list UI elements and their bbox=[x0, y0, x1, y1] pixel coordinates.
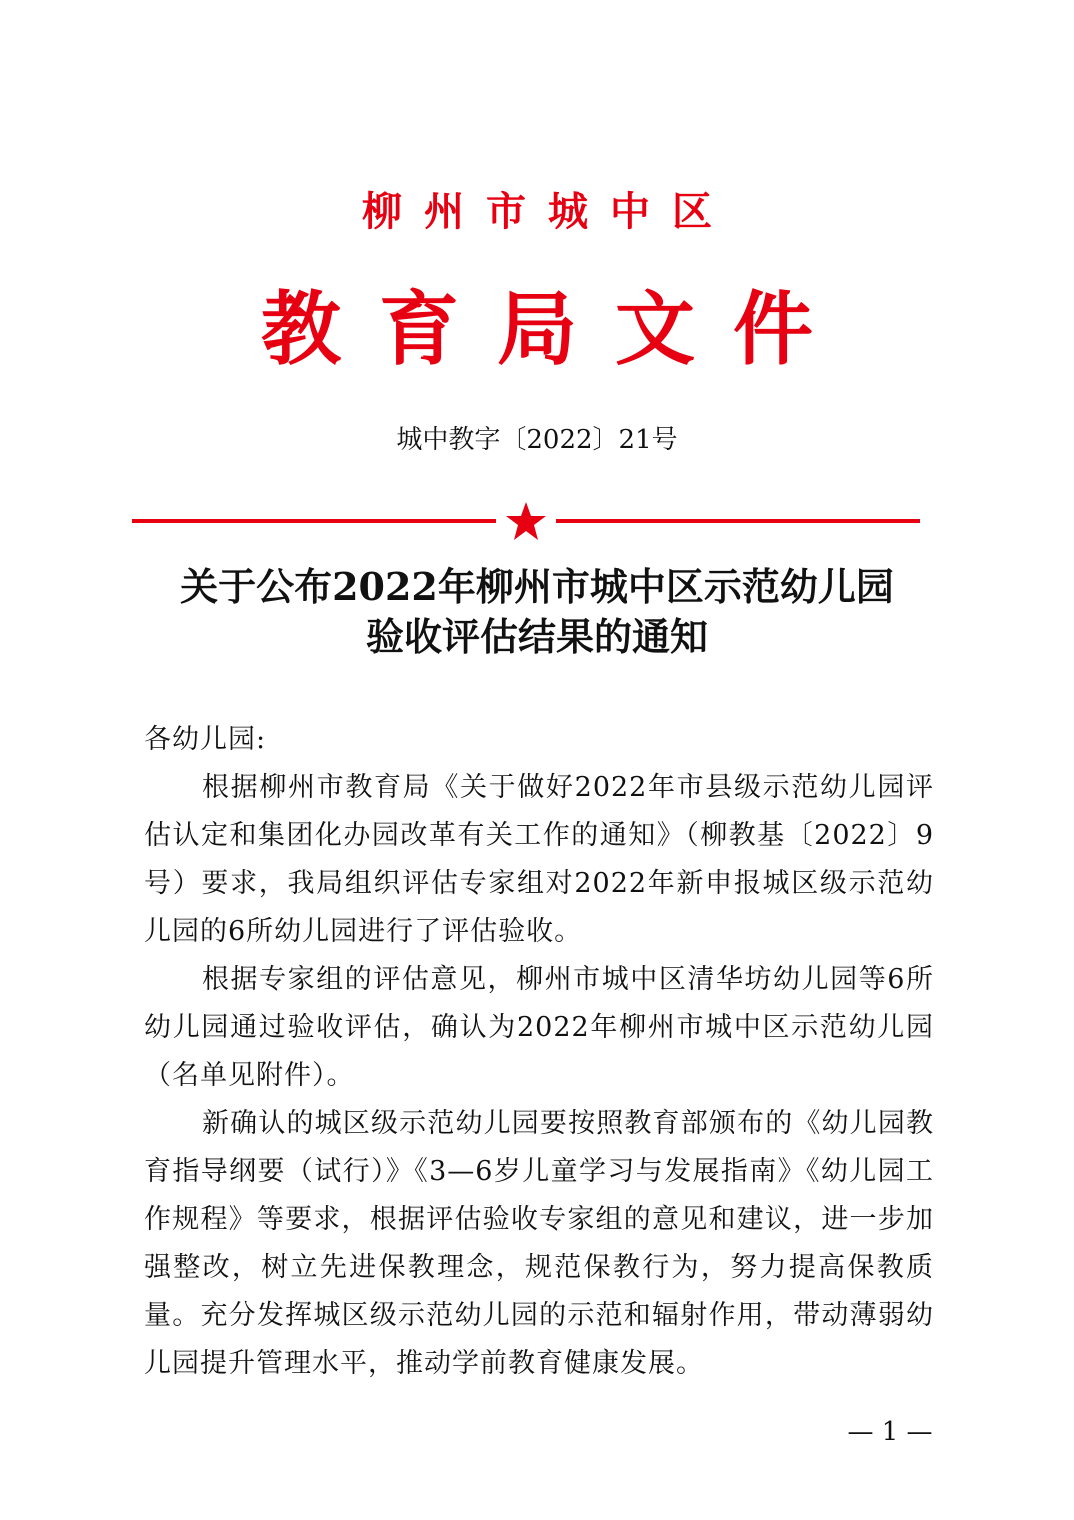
notice-title bbox=[0, 562, 1074, 662]
red-star-icon bbox=[504, 500, 548, 544]
body-paragraph-2: 根据专家组的评估意见，柳州市城中区清华坊幼儿园等6所幼儿园通过验收评估，确认为2022年柳州市城中区示范幼儿园（名单见附件）。 bbox=[144, 964, 934, 1091]
document-number: 城中教字〔2022〕21号 bbox=[396, 425, 678, 455]
salutation: 各幼儿园: bbox=[144, 724, 267, 755]
page-number: — 1 — bbox=[847, 1417, 933, 1447]
notice-body bbox=[144, 716, 934, 1388]
issuing-organization: 柳州市城中区 bbox=[362, 189, 734, 235]
body-paragraph-3: 新确认的城区级示范幼儿园要按照教育部颁布的《幼儿园教育指导纲要（试行）》《3—6岁儿童学习与发展指南》《幼儿园工作规程》等要求，根据评估验收专家组的意见和建议，进一步加强整改，树立先进保教理念，规范保教行为，努力提高保教质量。充分发挥城区级示范幼儿园的示范和辐射作用，带动薄弱幼儿园提升管理水平，推动学前教育健康发展。 bbox=[144, 1108, 934, 1379]
notice-title-line-1: 关于公布2022年柳州市城中区示范幼儿园 bbox=[180, 564, 894, 609]
divider-line-left bbox=[132, 519, 496, 523]
notice-title-line-2: 验收评估结果的通知 bbox=[365, 614, 708, 659]
red-divider bbox=[132, 500, 920, 544]
divider-line-right bbox=[556, 519, 920, 523]
document-type-heading: 教育局文件 bbox=[261, 283, 851, 376]
body-paragraph-1: 根据柳州市教育局《关于做好2022年市县级示范幼儿园评估认定和集团化办园改革有关工作的通知》（柳教基〔2022〕9号）要求，我局组织评估专家组对2022年新申报城区级示范幼儿园的6所幼儿园进行了评估验收。 bbox=[144, 772, 934, 947]
